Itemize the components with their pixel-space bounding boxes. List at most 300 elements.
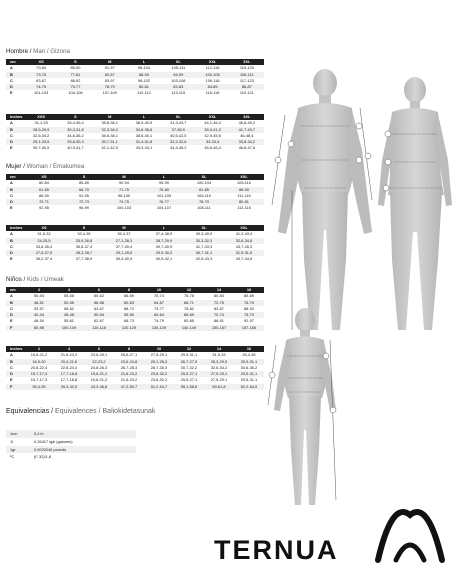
table-cell: 27,5-29,1: [210, 377, 228, 383]
table-cell: 104-107: [156, 205, 172, 211]
table-cell: 43,7-45,3: [235, 243, 253, 249]
table-cell: 39,3-42,9: [54, 384, 84, 390]
table-cell: 34,6-36,2: [67, 132, 84, 138]
table-cell: 72-75: [204, 300, 234, 306]
table-cell: 85-90: [70, 65, 81, 71]
table-cell: 86-90: [224, 187, 264, 193]
header-cell: 3XL: [230, 59, 264, 65]
equivalence-unit: ºC: [10, 454, 15, 460]
table-cell: 35,8-37,4: [75, 243, 93, 249]
table-cell: 41,7-43,3: [195, 243, 213, 249]
row-label: E: [10, 318, 13, 324]
table-cell: 106-110: [197, 192, 211, 198]
table-cell: 44,4-45,2: [170, 145, 187, 151]
equivalences-title: Equivalencias / Equivalences / Baliokidetasunak: [6, 408, 156, 415]
table-cell: 29,9-31,1: [234, 359, 264, 365]
table-cell: 31,5-31,9: [224, 250, 264, 256]
table-cell: 62,2-64,9: [234, 384, 264, 390]
table-cell: 32,6-34,2: [32, 132, 50, 138]
table-cell: 80-98: [24, 325, 54, 331]
table-cell: 28,7-30,3: [150, 364, 168, 370]
header-cell: L: [127, 59, 161, 65]
table-cell: 68-71: [174, 300, 204, 306]
table-cell: 29,1-29,5: [24, 139, 58, 145]
table-cell: 80-84: [39, 180, 49, 186]
header-cell: XL: [184, 174, 224, 180]
row-label: B: [6, 300, 24, 306]
table-cell: 80-81: [224, 199, 264, 205]
equivalence-unit: 1cm: [6, 430, 30, 438]
table-cell: 56-58: [84, 300, 114, 306]
table-cell: 29,5-31,1: [234, 371, 264, 377]
table-cell: 42,1-42,9: [101, 145, 118, 151]
header-cell: 12: [174, 287, 204, 293]
table-cell: 40-44: [24, 312, 54, 318]
table-cell: 88-92: [70, 77, 81, 83]
table-cell: 17,7-18,8: [54, 371, 84, 377]
table-cell: 35,8-38,1: [101, 120, 118, 126]
table-cell: 33,4-35: [77, 231, 91, 237]
table-cell: 25,9-26,8: [64, 238, 104, 244]
row-label: D: [6, 139, 24, 145]
table-cell: 101-105: [156, 192, 172, 198]
row-label: A: [10, 293, 13, 299]
table-cell: 73-76: [24, 72, 58, 78]
row-label: B: [6, 238, 24, 244]
table-cell: 43,3-46,8: [84, 384, 114, 390]
row-label: C: [10, 132, 13, 138]
table-cell: 80-84: [214, 293, 224, 299]
header-cell: M: [93, 114, 127, 120]
table-cell: 25,5-27,1: [174, 371, 204, 377]
table-cell: 78-79: [184, 199, 224, 205]
table-cell: 33,8-35,4: [35, 243, 53, 249]
table-cell: 26,7-27,9: [174, 359, 204, 365]
table-cell: 30,7-31,1: [184, 250, 224, 256]
table-cell: 86-87: [230, 84, 264, 90]
table-cell: 38,5-40,9: [135, 120, 153, 126]
table-cell: 90-94: [119, 180, 129, 186]
header-cell: 4: [54, 346, 84, 352]
table-cell: 29,1-29,5: [104, 250, 144, 256]
table-cell: 92-95: [39, 205, 49, 211]
ternua-logo-mark: [378, 512, 442, 560]
table-cell: 117-123: [239, 77, 254, 83]
table-cell: 66-69: [124, 293, 134, 299]
table-cell: 38,6-40,1: [135, 132, 153, 138]
row-label: E: [10, 377, 13, 383]
row-label: F: [6, 384, 24, 390]
table-cell: 109-116: [205, 77, 220, 83]
table-cell: 66-70: [64, 187, 104, 193]
row-label: E: [10, 256, 13, 262]
table-cell: 27,1-28,3: [104, 238, 144, 244]
header-cell: XL: [161, 59, 195, 65]
table-cell: 23,6-32,2: [150, 377, 168, 383]
row-label: A: [10, 231, 13, 237]
table-cell: 32,6-34,8: [224, 238, 264, 244]
header-cell: M: [93, 59, 127, 65]
row-label: B: [6, 359, 24, 365]
header-cell: 14: [204, 287, 234, 293]
header-cell: cm: [6, 59, 24, 65]
table-cell: 37,7-38,9: [75, 256, 93, 262]
table-cell: 86-91: [214, 318, 224, 324]
table-cell: 60-64: [144, 312, 174, 318]
table-cell: 98-102: [137, 77, 151, 83]
header-cell: S: [58, 59, 92, 65]
table-cell: 107-109: [102, 90, 117, 96]
table-cell: 39,7-40,5: [32, 145, 50, 151]
row-label: D: [6, 371, 24, 377]
table-cell: 15,7-17,3: [24, 371, 54, 377]
table-cell: 40,9-42,1: [155, 256, 173, 262]
row-label: A: [10, 180, 13, 186]
table-cell: 39,3-41,3: [195, 127, 229, 133]
table-cell: 110-112: [137, 90, 151, 96]
table-cell: 24,8-26,3: [90, 364, 108, 370]
table-cell: 21,6-23,2: [60, 352, 78, 358]
table-cell: 113-115: [171, 90, 186, 96]
header-cell: XXL: [224, 174, 264, 180]
table-cell: 101-103: [34, 90, 49, 96]
table-cell: 70-74: [204, 312, 234, 318]
table-cell: 47,2-50,7: [114, 384, 144, 390]
table-cell: 40,5-42,5: [170, 132, 187, 138]
row-label: D: [6, 199, 24, 205]
table-cell: 106-111: [230, 72, 264, 78]
table-cell: 75-79: [234, 312, 264, 318]
table-cell: 22-23,2: [84, 359, 114, 365]
table-cell: 46,8-47,6: [238, 145, 256, 151]
kid-figure: [268, 308, 336, 505]
table-cell: 39,3-40,5: [115, 256, 133, 262]
table-cell: 82-87: [93, 72, 127, 78]
row-label: C: [10, 243, 13, 249]
table-cell: 76-77: [144, 199, 184, 205]
header-cell: 2: [24, 346, 54, 352]
table-cell: 41,7-43,7: [230, 127, 264, 133]
header-cell: 2: [24, 287, 54, 293]
header-cell: XXL: [224, 225, 264, 231]
header-cell: 6: [84, 287, 114, 293]
table-cell: 104-106: [68, 90, 83, 96]
table-cell: 55-61: [64, 318, 74, 324]
table-cell: 39,7-40,9: [155, 243, 173, 249]
table-cell: 37,7-39,4: [115, 243, 133, 249]
table-cell: 35,4-39: [24, 384, 54, 390]
table-cell: 78-82: [184, 305, 194, 311]
header-cell: inches: [6, 114, 24, 120]
row-label: B: [6, 72, 24, 78]
table-cell: 19,6-21,2: [90, 377, 108, 383]
header-cell: inches: [6, 346, 24, 352]
table-cell: 111-115: [237, 192, 251, 198]
row-label: C: [10, 364, 13, 370]
header-cell: cm: [6, 174, 24, 180]
table-cell: 80-81: [127, 84, 161, 90]
table-cell: 68-73: [124, 318, 134, 324]
table-cell: 25,6-27,1: [120, 352, 138, 358]
header-cell: XL: [184, 225, 224, 231]
woman-section-title: Mujer / Woman / Emakumea: [6, 163, 85, 170]
table-cell: 31,5-33: [212, 352, 226, 358]
row-label: C: [10, 305, 13, 311]
table-cell: 76-80: [144, 187, 184, 193]
table-cell: 71-75: [104, 187, 144, 193]
table-cell: 46,8-49,2: [238, 120, 256, 126]
header-cell: XS: [24, 225, 64, 231]
kids-section-title: Niños / Kids / Umeak: [6, 276, 64, 283]
table-cell: 27,5-27,9: [24, 250, 64, 256]
equivalence-unit: 1gr: [6, 446, 30, 454]
row-label: A: [10, 352, 13, 358]
table-cell: 68-72: [124, 305, 134, 311]
table-cell: 28,7-29,9: [144, 238, 184, 244]
table-cell: 45,6-46,4: [204, 145, 221, 151]
table-cell: 112-115: [237, 205, 251, 211]
row-label: B: [6, 187, 24, 193]
table-cell: 27,5-29,1: [150, 352, 168, 358]
table-cell: 29,5-31,1: [240, 377, 258, 383]
header-cell: cm: [6, 287, 24, 293]
table-cell: 73-77: [154, 305, 164, 311]
header-cell: 3XL: [230, 114, 264, 120]
table-cell: 63-67: [94, 305, 104, 311]
equivalence-value: 0,4 in: [30, 430, 136, 438]
table-cell: 80-85: [184, 318, 194, 324]
table-cell: 17,7-18,8: [60, 377, 78, 383]
table-cell: 74-75: [104, 199, 144, 205]
table-cell: 100-104: [196, 180, 212, 186]
table-cell: 44,1-46,4: [204, 120, 221, 126]
table-cell: 34,6-36,6: [127, 127, 161, 133]
row-label: C: [10, 192, 13, 198]
table-cell: 98-104: [137, 65, 151, 71]
table-cell: 130-139: [144, 325, 174, 331]
table-cell: 74-75: [24, 84, 58, 90]
table-cell: 70-71: [24, 199, 64, 205]
table-cell: 39,3-40,9: [195, 231, 213, 237]
row-label: D: [6, 312, 24, 318]
table-cell: 23,6-24,8: [114, 359, 144, 365]
table-cell: 55,1-58,6: [174, 384, 204, 390]
table-cell: 120-129: [114, 325, 144, 331]
header-cell: M: [104, 225, 144, 231]
header-cell: L: [144, 174, 184, 180]
table-cell: 29,9-30,3: [144, 250, 184, 256]
table-cell: 52-55: [54, 300, 84, 306]
header-cell: 10: [144, 287, 174, 293]
table-cell: 48-51: [24, 300, 54, 306]
table-cell: 55-58: [64, 293, 74, 299]
table-cell: 108-111: [197, 205, 211, 211]
table-cell: 35,4-37: [117, 231, 131, 237]
table-cell: 25,5-27,1: [180, 377, 198, 383]
row-label: D: [6, 250, 24, 256]
table-cell: 24-25,5: [24, 238, 64, 244]
header-cell: XS: [24, 174, 64, 180]
table-cell: 105-111: [171, 65, 186, 71]
table-cell: 70-74: [154, 293, 164, 299]
table-cell: 22,8-24,4: [60, 364, 78, 370]
table-cell: 30,3-31,8: [58, 127, 92, 133]
table-cell: 32,6-34,2: [210, 364, 228, 370]
row-label: F: [6, 325, 24, 331]
header-cell: XXS: [24, 114, 58, 120]
table-cell: 30,3-32,3: [184, 238, 224, 244]
table-cell: 96-100: [117, 192, 131, 198]
equivalence-value: 0,26417 lgal (galones): [34, 438, 73, 444]
table-cell: 15,7-17,3: [30, 377, 48, 383]
header-cell: S: [58, 114, 92, 120]
table-cell: 31,1-33: [34, 120, 48, 126]
equivalence-value: (F-32)/1,8: [34, 454, 52, 460]
woman-figure: [378, 77, 452, 330]
header-cell: 10: [144, 346, 174, 352]
table-cell: 119-121: [239, 90, 254, 96]
man-section-title: Hombre / Man / Gizona: [6, 48, 70, 55]
table-cell: 30,7-31,1: [93, 139, 127, 145]
row-label: B: [6, 127, 24, 133]
table-cell: 74-79: [154, 318, 164, 324]
row-label: A: [10, 65, 13, 71]
table-cell: 76-79: [234, 300, 264, 306]
table-cell: 23,6-32,2: [144, 371, 174, 377]
table-cell: 83-87: [214, 305, 224, 311]
table-cell: 33-33,4: [195, 139, 229, 145]
table-cell: 25,1-26,3: [144, 359, 174, 365]
table-cell: 23,6-25,1: [90, 352, 108, 358]
header-cell: XS: [24, 59, 58, 65]
man-figure: [272, 69, 372, 330]
header-cell: 4: [54, 287, 84, 293]
header-cell: 8: [114, 346, 144, 352]
table-cell: 88-93: [127, 72, 161, 78]
table-cell: 21,6-23,2: [114, 371, 144, 377]
brand-logo: TERNUA: [214, 535, 339, 565]
table-cell: 19,6-21,2: [84, 371, 114, 377]
table-cell: 105-110: [237, 180, 251, 186]
table-cell: 60-62: [94, 293, 104, 299]
table-cell: 43,7-44,5: [235, 256, 253, 262]
table-cell: 33,4-35,4: [67, 120, 84, 126]
table-cell: 41,3-43,4: [235, 231, 253, 237]
table-cell: 60-63: [114, 300, 144, 306]
header-cell: L: [144, 225, 184, 231]
table-cell: 36,6-38,1: [101, 132, 118, 138]
table-cell: 31,5-33: [37, 231, 51, 237]
header-cell: inches: [6, 225, 24, 231]
table-cell: 40,9-41,7: [67, 145, 84, 151]
table-cell: 26,7-28,3: [120, 364, 138, 370]
table-cell: 33,4-35: [242, 352, 256, 358]
table-cell: 36,2-37,4: [35, 256, 53, 262]
table-cell: 28,3-28,7: [64, 250, 104, 256]
table-cell: 50-54: [34, 293, 44, 299]
table-cell: 86-90: [39, 192, 49, 198]
table-cell: 100-105: [195, 72, 229, 78]
table-cell: 65-69: [174, 312, 204, 318]
header-cell: 12: [174, 346, 204, 352]
table-cell: 46-48,4: [240, 132, 254, 138]
table-cell: 28,5-29,9: [24, 127, 58, 133]
table-cell: 85-89: [79, 180, 89, 186]
table-cell: 29,8-30,3: [58, 139, 92, 145]
table-cell: 94-99: [161, 72, 195, 78]
equivalence-value: 0,0022046 pounds: [30, 446, 136, 454]
header-cell: XL: [161, 114, 195, 120]
table-cell: 32,2-32,6: [161, 139, 195, 145]
table-cell: 81-85: [184, 187, 224, 193]
table-cell: 18,9-20: [24, 359, 54, 365]
table-cell: 150-157: [204, 325, 234, 331]
table-cell: 59-61,8: [204, 384, 234, 390]
table-cell: 41,3-43,7: [170, 120, 187, 126]
table-cell: 116-118: [205, 90, 220, 96]
header-cell: S: [64, 174, 104, 180]
equivalence-unit: 1l: [10, 438, 14, 444]
row-label: E: [10, 145, 13, 151]
header-cell: 14: [204, 346, 234, 352]
table-cell: 42,9-45,6: [204, 132, 221, 138]
table-cell: 83-87: [36, 77, 47, 83]
table-cell: 77-81: [58, 72, 92, 78]
table-cell: 72-73: [64, 199, 104, 205]
table-cell: 78-79: [93, 84, 127, 90]
table-cell: 55-59: [114, 312, 144, 318]
table-cell: 100-103: [116, 205, 132, 211]
table-cell: 91-97: [104, 65, 115, 71]
table-cell: 75-78: [184, 293, 194, 299]
header-cell: M: [104, 174, 144, 180]
table-cell: 51,2-54,7: [144, 384, 174, 390]
table-cell: 29,5-31,1: [180, 352, 198, 358]
row-label: E: [10, 205, 13, 211]
table-cell: 53-57: [34, 305, 44, 311]
table-cell: 96-99: [79, 205, 89, 211]
table-cell: 82-83: [161, 84, 195, 90]
table-cell: 112-118: [205, 65, 220, 71]
row-label: C: [10, 77, 13, 83]
table-cell: 92-97: [244, 318, 254, 324]
header-cell: XXL: [195, 59, 229, 65]
table-cell: 100-109: [54, 325, 84, 331]
table-cell: 93-97: [104, 77, 115, 83]
table-cell: 27,5-29,1: [204, 371, 234, 377]
table-cell: 61-65: [24, 187, 64, 193]
table-cell: 33,8-34,2: [230, 139, 264, 145]
table-cell: 85-89: [244, 293, 254, 299]
table-cell: 48-54: [34, 318, 44, 324]
row-label: A: [10, 120, 13, 126]
table-cell: 103-108: [171, 77, 186, 83]
header-cell: 8: [114, 287, 144, 293]
table-cell: 32,3-34,2: [93, 127, 127, 133]
table-cell: 21,6-23,2: [120, 377, 138, 383]
table-cell: 34,6-36,2: [240, 364, 258, 370]
row-label: D: [6, 84, 24, 90]
header-cell: S: [64, 225, 104, 231]
header-cell: 16: [234, 287, 264, 293]
table-cell: 79-84: [36, 65, 47, 71]
table-cell: 20,8-22,4: [30, 364, 48, 370]
table-cell: 119-125: [239, 65, 254, 71]
table-cell: 88-92: [244, 305, 254, 311]
table-cell: 31,4-31,8: [127, 139, 161, 145]
table-cell: 37-38,9: [161, 127, 195, 133]
table-cell: 28,3-29,5: [204, 359, 234, 365]
